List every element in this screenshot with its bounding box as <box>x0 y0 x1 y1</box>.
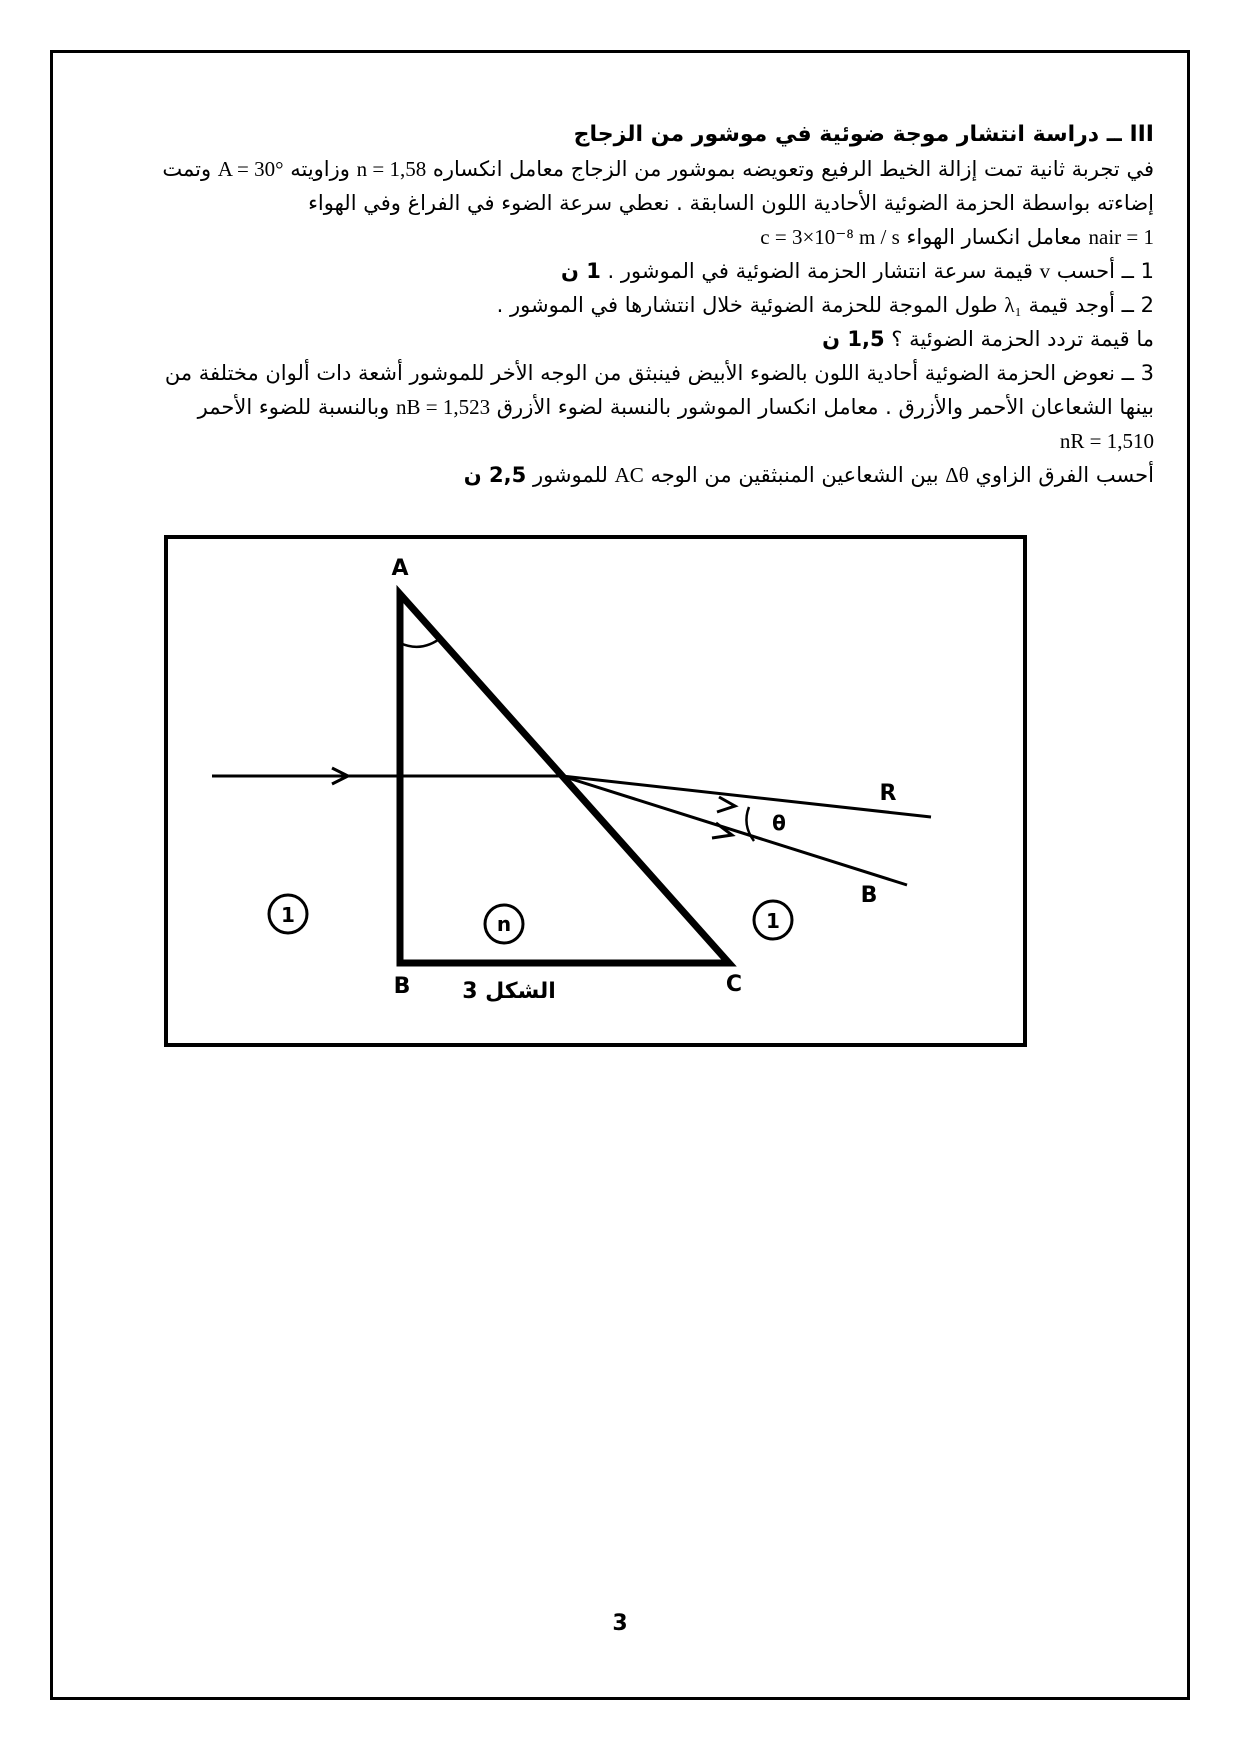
q1-text-a: 1 ــ أحسب <box>1056 259 1154 283</box>
blue-ray-label: B <box>860 883 878 908</box>
paragraph-2: إضاءته بواسطة الحزمة الضوئية الأحادية اللون السابقة . نعطي سرعة الضوء في الفراغ وفي الهواء <box>308 191 1154 215</box>
question-2b <box>94 322 1154 356</box>
q3b-text-b: بين الشعاعين المنبثقين من الوجه <box>650 463 939 487</box>
q3b-points: 2,5 ن <box>463 463 527 487</box>
q3b-face: AC <box>614 463 644 487</box>
prism-diagram <box>164 535 1027 1047</box>
prism-triangle <box>400 594 729 963</box>
medium-left-label: 1 <box>281 903 295 927</box>
vertex-label-c: C <box>725 972 743 997</box>
vertex-label-b: B <box>393 974 411 999</box>
para3-text: معامل انكسار الهواء <box>906 225 1082 249</box>
refractive-index-value: n = 1,58 <box>356 157 427 181</box>
q3b-text-a: أحسب الفرق الزاوي <box>975 463 1154 487</box>
q2-text-a: 2 ــ أوجد قيمة <box>1028 293 1154 317</box>
question-3-line-1: 3 ــ نعوض الحزمة الضوئية أحادية اللون بالضوء الأبيض فينبثق من الوجه الأخر للموشور أشعة دات ألوان مختلفة من <box>164 361 1154 385</box>
paragraph-3 <box>94 220 1154 254</box>
medium-prism-label: n <box>496 912 512 936</box>
exercise-text <box>94 118 1154 492</box>
question-1 <box>94 254 1154 288</box>
q1-symbol: v <box>1039 259 1051 283</box>
air-index-value: nair = 1 <box>1088 225 1154 249</box>
prism-figure <box>164 535 1027 1047</box>
para1-text-b: وزاويته <box>290 157 350 181</box>
red-ray-arrow-icon <box>717 797 735 812</box>
page-number: 3 <box>612 1611 628 1636</box>
red-ray-label: R <box>879 781 897 806</box>
question-3-line-3 <box>94 424 1154 458</box>
red-index-value: nR = 1,510 <box>1059 429 1154 453</box>
paragraph-1 <box>94 152 1154 186</box>
para1-text-c: وتمت <box>162 157 212 181</box>
q3b-symbol: Δθ <box>945 463 969 487</box>
question-3b <box>94 458 1154 492</box>
para1-text-a: في تجربة ثانية تمت إزالة الخيط الرفيع وتعويضه بموشور من الزجاج معامل انكساره <box>432 157 1154 181</box>
vertex-label-a: A <box>391 556 409 581</box>
q2b-points: 1,5 ن <box>822 327 885 351</box>
question-3-line-2 <box>94 390 1154 424</box>
blue-index-value: nB = 1,523 <box>395 395 491 419</box>
theta-label: θ <box>772 811 786 835</box>
figure-caption: الشكل 3 <box>462 979 556 1004</box>
q3-line2-text-b: وبالنسبة للضوء الأحمر <box>197 395 390 419</box>
prism-angle-value: A = 30° <box>217 157 284 181</box>
section-title: III ــ دراسة انتشار موجة ضوئية في موشور من الزجاج <box>573 122 1154 147</box>
q3-line2-text-a: بينها الشعاعان الأحمر والأزرق . معامل انكسار الموشور بالنسبة لضوء الأزرق <box>496 395 1154 419</box>
q1-text-b: قيمة سرعة انتشار الحزمة الضوئية في الموشور . <box>607 259 1033 283</box>
q2-symbol: λ₁ <box>1004 293 1022 317</box>
question-2 <box>94 288 1154 322</box>
speed-of-light-value: c = 3×10⁻⁸ m / s <box>760 225 900 249</box>
medium-right-label: 1 <box>766 909 780 933</box>
q2b-text: ما قيمة تردد الحزمة الضوئية ؟ <box>891 327 1154 351</box>
q2-text-b: طول الموجة للحزمة الضوئية خلال انتشارها في الموشور . <box>496 293 998 317</box>
q1-points: 1 ن <box>560 259 601 283</box>
q3b-text-c: للموشور <box>532 463 608 487</box>
